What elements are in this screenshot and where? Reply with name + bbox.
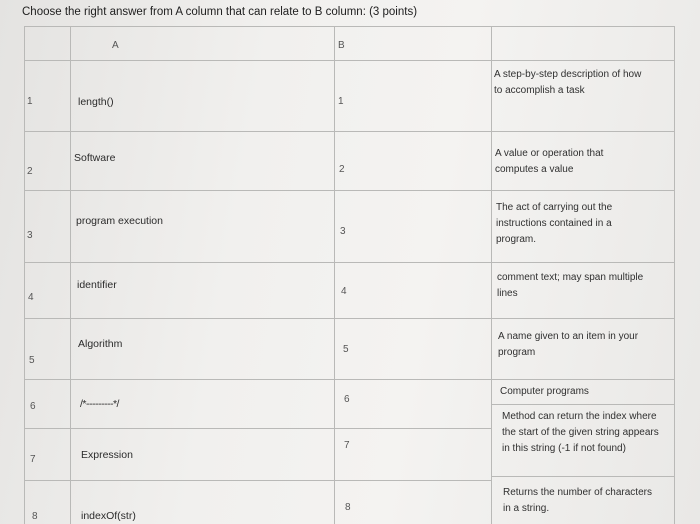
term-cell: length() [78,96,114,108]
row-number: 7 [30,454,36,465]
b-number: 3 [340,226,346,237]
b-number: 7 [344,440,350,451]
column-a-header: A [112,40,119,51]
table-divider-c [491,26,492,524]
header-divider [24,60,675,61]
description-cell: A name given to an item in your program [498,331,639,358]
description-cell: comment text; may span multiple lines [497,272,644,299]
row-number: 6 [30,401,36,412]
b-number: 1 [338,96,344,107]
row-number: 4 [28,292,34,303]
row-divider [24,480,491,481]
row-number: 8 [32,511,38,522]
instruction-text: Choose the right answer from A column that can relate to B column: (3 points) [22,6,418,18]
term-cell: indexOf(str) [81,510,136,522]
row-number: 1 [27,96,33,107]
term-cell: Expression [81,449,133,461]
row-divider [24,318,675,319]
row-divider [24,190,675,191]
table-border-top [24,26,675,27]
b-number: 4 [341,286,347,297]
term-cell: identifier [77,279,117,291]
row-number: 5 [29,355,35,366]
row-divider-partial [491,404,675,405]
term-cell: Software [74,152,116,164]
description-cell: Returns the number of characters in a string. [503,487,652,514]
description-cell: Computer programs [500,386,589,397]
description-cell: A value or operation that computes a value [495,148,604,175]
row-divider [24,262,675,263]
row-number: 2 [27,166,33,177]
term-cell: /*---------*/ [80,398,119,410]
row-divider [24,379,675,380]
table-border-right [674,26,675,524]
b-number: 2 [339,164,345,175]
term-cell: program execution [76,215,163,227]
row-divider-partial [491,476,675,477]
row-divider [24,428,491,429]
table-divider-b [334,26,335,524]
description-cell: Method can return the index where the start of the given string appears in this string (-1 if not found) [502,411,659,454]
row-divider [24,131,675,132]
b-number: 5 [343,344,349,355]
description-cell: A step-by-step description of how to accomplish a task [494,69,642,96]
b-number: 8 [345,502,351,513]
b-number: 6 [344,394,350,405]
row-number: 3 [27,230,33,241]
column-b-header: B [338,40,345,51]
table-border-left [24,26,25,524]
table-divider-a [70,26,71,524]
term-cell: Algorithm [78,338,123,350]
description-cell: The act of carrying out the instructions contained in a program. [496,202,613,245]
